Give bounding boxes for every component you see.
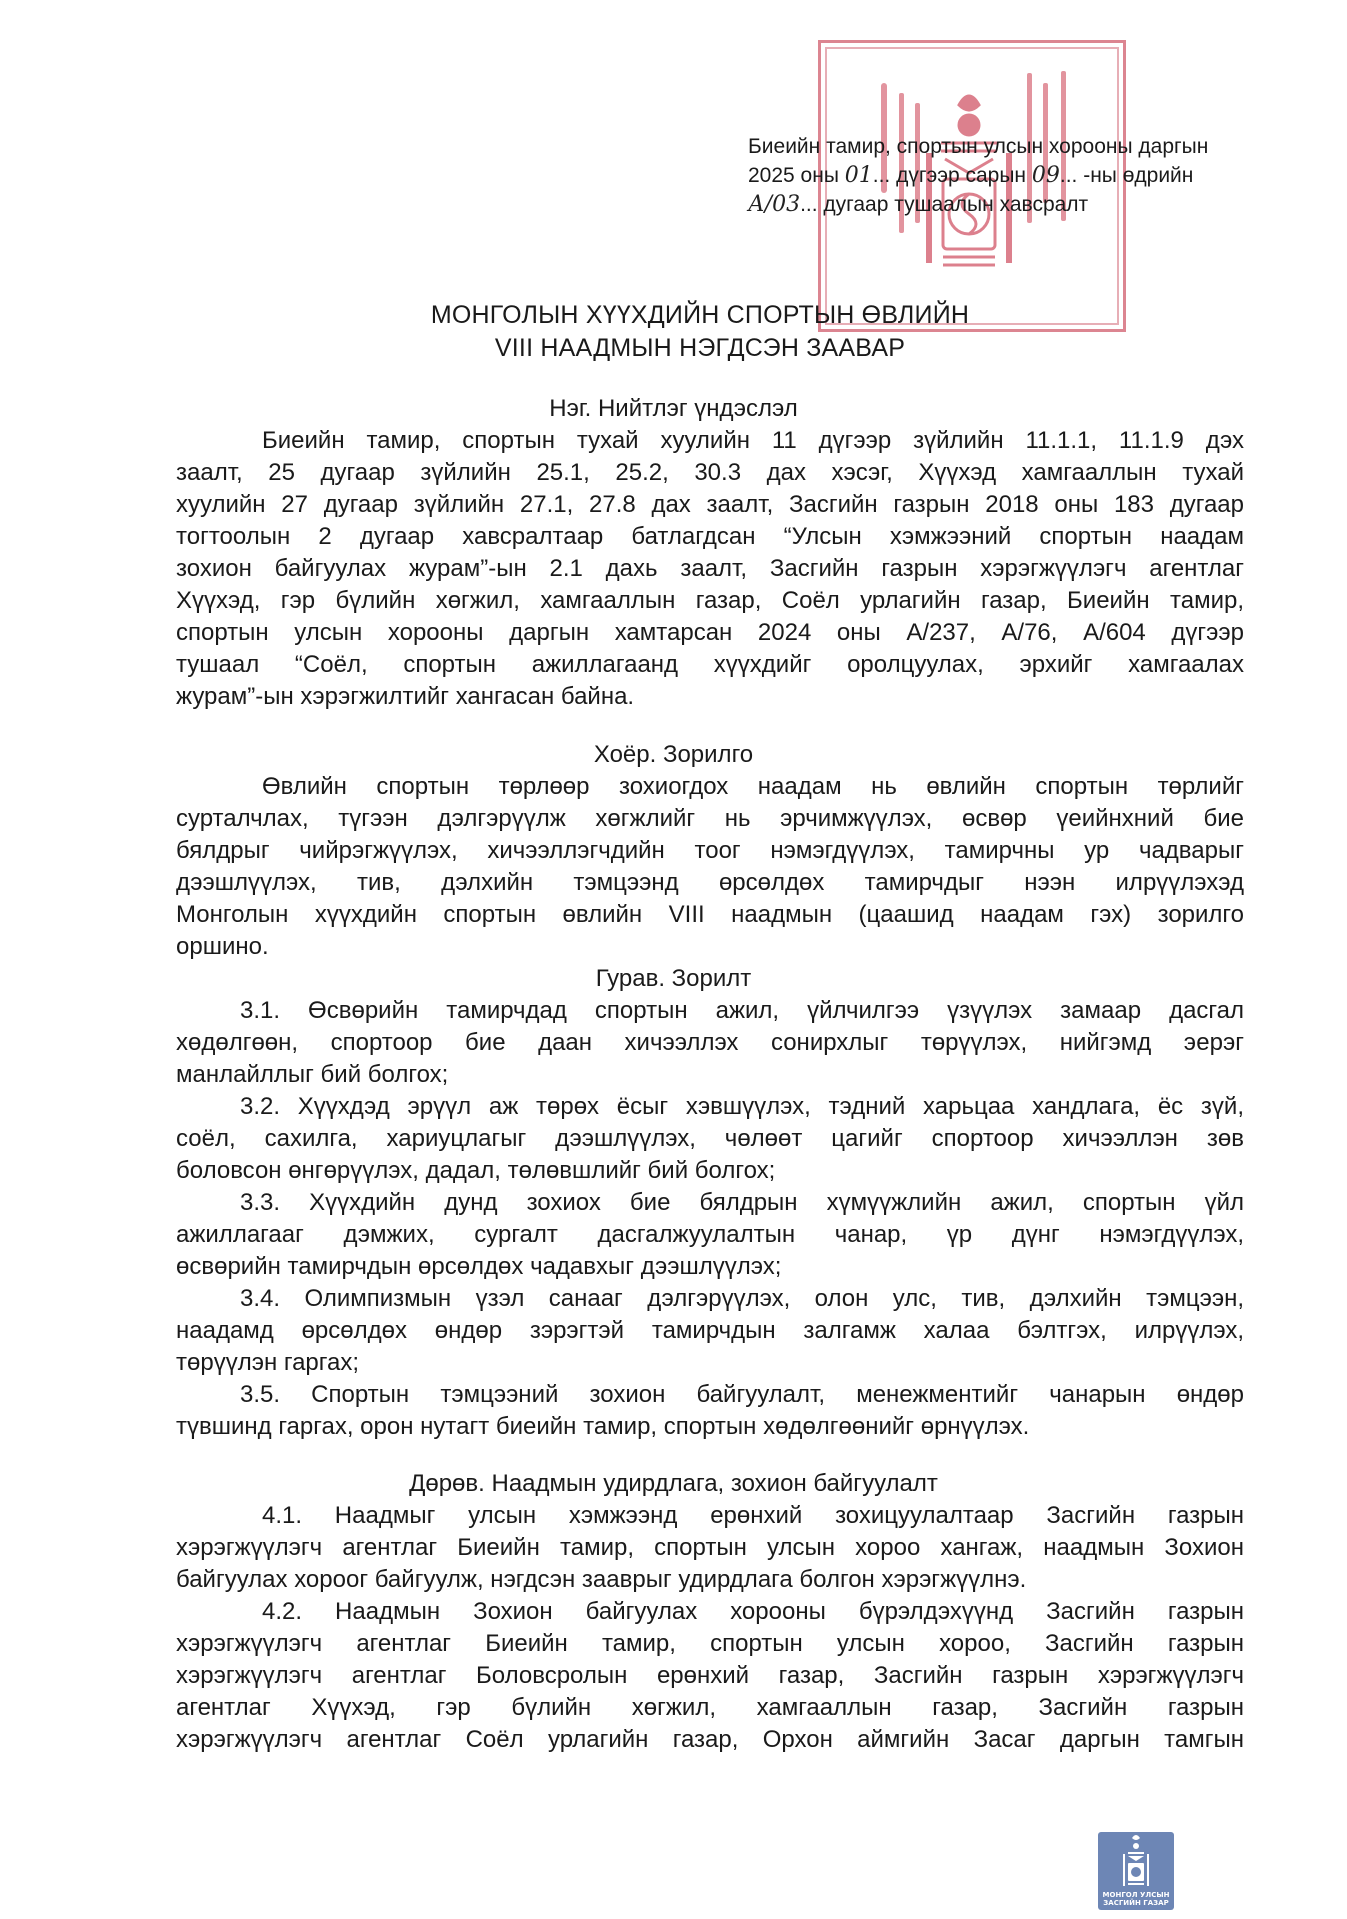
section-3-item-line: 3.2. Хүүхдэд эрүүл аж төрөх ёсыг хэвшүүлэх, тэдний харьцаа хандлага, ёс зүй, <box>240 1093 1244 1120</box>
decree-number-label: ... дугаар тушаалын хавсралт <box>800 193 1089 216</box>
section-4-item-line: 4.1. Наадмыг улсын хэмжээнд ерөнхий зохицуулалтаар Засгийн газрын <box>262 1502 1244 1529</box>
section-4-item-line: хэрэгжүүлэгч агентлаг Соёл урлагийн газар, Орхон аймгийн Засаг даргын тамгын <box>176 1726 1244 1753</box>
section-3-item-line: 3.1. Өсвөрийн тамирчдад спортын ажил, үйлчилгээ үзүүлэх замаар дасгал <box>240 997 1244 1024</box>
section-1-line: тогтоолын 2 дугаар хавсралтаар батлагдсан “Улсын хэмжээний спортын наадам <box>176 523 1244 550</box>
section-4-item-line: байгуулах хороог байгуулж, нэгдсэн зааврыг удирдлага болгон хэрэгжүүлнэ. <box>176 1566 1027 1593</box>
section-1-heading: Нэг. Нийтлэг үндэслэл <box>549 395 798 422</box>
section-3-item-line: боловсон өнгөрүүлэх, дадал, төлөвшлийг бий болгох; <box>176 1157 776 1184</box>
logo-text-line-1: МОНГОЛ УЛСЫН <box>1102 1891 1170 1899</box>
section-3-item-line: ажиллагааг дэмжих, сургалт дасгалжуулалтын чанар, үр дүнг нэмэгдүүлэх, <box>176 1221 1244 1248</box>
section-1-line: Биеийн тамир, спортын тухай хуулийн 11 дүгээр зүйлийн 11.1.1, 11.1.9 дэх <box>262 427 1244 454</box>
section-3-item-line: хөдөлгөөн, спортоор бие даан хичээллэх сонирхлыг төрүүлэх, нийгэмд эерэг <box>176 1029 1244 1056</box>
section-3-heading: Гурав. Зорилт <box>595 965 752 992</box>
decree-number-handwritten: А/03 <box>748 192 801 217</box>
section-4-heading: Дөрөв. Наадмын удирдлага, зохион байгуулалт <box>409 1470 938 1497</box>
section-4-item-line: хэрэгжүүлэгч агентлаг Боловсролын ерөнхий газар, Засгийн газрын хэрэгжүүлэгч <box>176 1662 1244 1689</box>
section-3-item-line: наадамд өрсөлдөх өндөр зэрэгтэй тамирчдын залгамж халаа бэлтгэх, илрүүлэх, <box>176 1317 1244 1344</box>
logo-text-line-2: ЗАСГИЙН ГАЗАР <box>1103 1899 1169 1907</box>
section-4-item-line: агентлаг Хүүхэд, гэр бүлийн хөгжил, хамгааллын газар, Засгийн газрын <box>176 1694 1244 1721</box>
section-1-line: журам”-ын хэрэгжилтийг хангасан байна. <box>176 683 635 710</box>
government-logo <box>1098 1832 1174 1910</box>
section-1-body <box>176 425 1244 713</box>
section-2-line: оршино. <box>176 933 269 960</box>
section-3-item-line: төрүүлэн гаргах; <box>176 1349 360 1376</box>
section-3-item-line: 3.5. Спортын тэмцээний зохион байгуулалт, менежментийг чанарын өндөр <box>240 1381 1244 1408</box>
section-3-item-line: манлайллыг бий болгох; <box>176 1061 449 1088</box>
section-1-line: заалт, 25 дугаар зүйлийн 25.1, 25.2, 30.3 дах хэсэг, Хүүхэд хамгааллын тухай <box>176 459 1244 486</box>
section-3-item-line: 3.4. Олимпизмын үзэл санааг дэлгэрүүлэх, олон улс, тив, дэлхийн тэмцээн, <box>240 1285 1244 1312</box>
section-3-item-line: соёл, сахилга, хариуцлагыг дээшлүүлэх, чөлөөт цагийг спортоор хичээллэн зөв <box>176 1125 1244 1152</box>
section-4-item-line: хэрэгжүүлэгч агентлаг Биеийн тамир, спортын улсын хороо, Засгийн газрын <box>176 1630 1244 1657</box>
section-2-heading: Хоёр. Зорилго <box>593 741 754 768</box>
section-1-line: тушаал “Соёл, спортын ажиллагаанд хүүхдийг оролцуулах, эрхийг хамгаалах <box>176 651 1244 678</box>
title-line-1: МОНГОЛЫН ХҮҮХДИЙН СПОРТЫН ӨВЛИЙН <box>430 301 970 329</box>
section-2-body <box>176 771 1244 963</box>
section-1-line: спортын улсын хорооны даргын хамтарсан 2024 оны А/237, А/76, А/604 дүгээр <box>176 619 1244 646</box>
decree-day-label: ... -ны өдрийн <box>1059 164 1194 187</box>
section-2-line: сурталчлах, түгээн дэлгэрүүлж хөгжлийг нь эрчимжүүлэх, өсвөр үеийнхний бие <box>176 805 1244 832</box>
decree-month-label: ... дүгээр сарын <box>872 164 1032 187</box>
section-3-body <box>176 995 1244 1443</box>
document-title <box>300 299 1100 365</box>
title-line-2: VIII НААДМЫН НЭГДСЭН ЗААВАР <box>494 334 906 362</box>
section-3-item-line: өсвөрийн тамирчдын өрсөлдөх чадавхыг дээшлүүлэх; <box>176 1253 782 1280</box>
section-4-item-line: 4.2. Наадмын Зохион байгуулах хорооны бүрэлдэхүүнд Засгийн газрын <box>262 1598 1244 1625</box>
section-1-line: хуулийн 27 дугаар зүйлийн 27.1, 27.8 дах заалт, Засгийн газрын 2018 оны 183 дугаар <box>176 491 1244 518</box>
section-4-item-line: хэрэгжүүлэгч агентлаг Биеийн тамир, спортын улсын хороо хангаж, наадмын Зохион <box>176 1534 1244 1561</box>
decree-reference <box>748 132 1248 219</box>
section-4-body <box>176 1500 1244 1756</box>
section-2-line: бялдрыг чийрэгжүүлэх, хичээллэгчдийн тоог нэмэгдүүлэх, тамирчны ур чадварыг <box>176 837 1244 864</box>
decree-day-handwritten: 09 <box>1031 163 1060 188</box>
section-3-item-line: түвшинд гаргах, орон нутагт биеийн тамир, спортын хөдөлгөөнийг өрнүүлэх. <box>176 1413 1030 1440</box>
decree-year: 2025 оны <box>748 164 845 187</box>
section-2-line: Монголын хүүхдийн спортын өвлийн VIII наадмын (цаашид наадам гэх) зорилго <box>176 901 1244 928</box>
section-3-item-line: 3.3. Хүүхдийн дунд зохиох бие бялдрын хүмүүжлийн ажил, спортын үйл <box>240 1189 1244 1216</box>
section-1-line: Хүүхэд, гэр бүлийн хөгжил, хамгааллын газар, Соёл урлагийн газар, Биеийн тамир, <box>176 587 1244 614</box>
decree-line-3 <box>748 190 1248 219</box>
decree-line-1: Биеийн тамир, спортын улсын хорооны даргын <box>748 135 1209 158</box>
section-1-line: зохион байгуулах журам”-ын 2.1 дахь заалт, Засгийн газрын хэрэгжүүлэгч агентлаг <box>176 555 1244 582</box>
decree-line-2 <box>748 161 1248 190</box>
section-2-line: дээшлүүлэх, тив, дэлхийн тэмцээнд өрсөлдөх тамирчдыг нээн илрүүлэхэд <box>176 869 1244 896</box>
decree-month-handwritten: 01 <box>844 163 873 188</box>
section-2-line: Өвлийн спортын төрлөөр зохиогдох наадам нь өвлийн спортын төрлийг <box>262 773 1244 800</box>
